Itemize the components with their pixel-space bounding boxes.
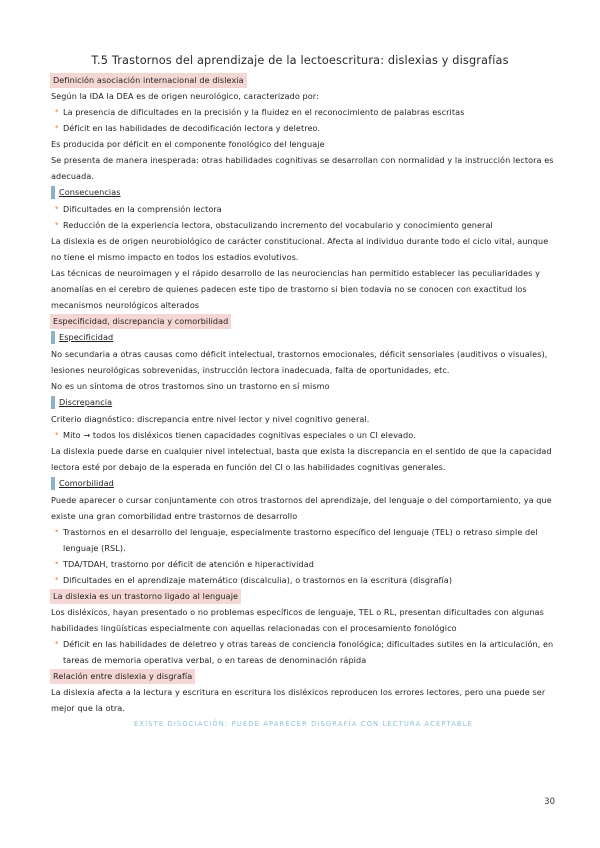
subheading-comorbilidad: Comorbilidad <box>51 477 114 490</box>
subheading-discrepancia: Discrepancia <box>51 396 112 409</box>
page-number: 30 <box>544 797 555 807</box>
bullet-item: • Mito → todos los disléxicos tienen capacidades cognitivas especiales o un CI elevado. <box>51 427 556 443</box>
section-heading-definicion: Definición asociación internacional de dislexia <box>50 73 247 88</box>
bullet-item: • Déficit en las habilidades de decodificación lectora y deletreo. <box>51 120 556 136</box>
paragraph: La dislexia es de origen neurobiológico de carácter constitucional. Afecta al individuo durante todo el ciclo vital, aunque no tiene el mismo impacto en todos los estadios evolutivos. <box>51 236 549 262</box>
page-content <box>51 72 556 732</box>
paragraph: La dislexia afecta a la lectura y escritura en escritura los disléxicos reproducen los errores lectores, pero una puede ser mejor que la otra. <box>51 687 546 713</box>
paragraph: Se presenta de manera inesperada: otras habilidades cognitivas se desarrollan con normalidad y la instrucción lectora es adecuada. <box>51 155 554 181</box>
paragraph: No es un síntoma de otros trastornos sino un trastorno en sí mismo <box>51 381 330 391</box>
paragraph: La dislexia puede darse en cualquier nivel intelectual, basta que exista la discrepancia en el sentido de que la capacidad lectora esté por debajo de la esperada en función del CI o las habilidades cognitivas generales. <box>51 446 552 472</box>
paragraph: Criterio diagnóstico: discrepancia entre nivel lector y nivel cognitivo general. <box>51 414 370 424</box>
paragraph: Es producida por déficit en el componente fonológico del lenguaje <box>51 139 325 149</box>
callout-note: EXISTE DISOCIACIÓN: PUEDE APARECER DISGRAFÍA CON LECTURA ACEPTABLE <box>133 720 474 728</box>
bullet-item: • Trastornos en el desarrollo del lenguaje, especialmente trastorno específico del lenguaje (TEL) o retraso simple del lenguaje (RSL). <box>51 524 556 556</box>
bullet-item: • Déficit en las habilidades de deletreo y otras tareas de conciencia fonológica; dificultades sutiles en la articulación, en tareas de memoria operativa verbal, o en tareas de denominación rápida <box>51 636 556 668</box>
paragraph: Según la IDA la DEA es de origen neurológico, caracterizado por: <box>51 91 319 101</box>
paragraph: No secundaria a otras causas como déficit intelectual, trastornos emocionales, déficit sensoriales (auditivos o visuales), lesiones neurológicas sobrevenidas, instrucción lectora inadecuada, falta de oportunidades, etc. <box>51 349 548 375</box>
bullet-item: • Reducción de la experiencia lectora, obstaculizando incremento del vocabulario y conocimiento general <box>51 217 556 233</box>
bullet-item: • Dificultades en la comprensión lectora <box>51 201 556 217</box>
subheading-especificidad: Especificidad <box>51 331 113 344</box>
section-heading-relacion: Relación entre dislexia y disgrafía <box>50 669 195 684</box>
paragraph: Puede aparecer o cursar conjuntamente con otros trastornos del aprendizaje, del lenguaje o del comportamiento, ya que existe una gran comorbilidad entre trastornos de desarrollo <box>51 495 552 521</box>
bullet-item: • Dificultades en el aprendizaje matemático (discalculia), o trastornos en la escritura (disgrafía) <box>51 572 556 588</box>
paragraph: Los disléxicos, hayan presentado o no problemas específicos de lenguaje, TEL o RL, presentan dificultades con algunas habilidades lingüísticas especialmente con aquellas relacionadas con el procesamiento fonológico <box>51 607 544 633</box>
subheading-consecuencias: Consecuencias <box>51 186 121 199</box>
paragraph: Las técnicas de neuroimagen y el rápido desarrollo de las neurociencias han permitido establecer las peculiaridades y anomalías en el cerebro de quienes padecen este tipo de trastorno si bien todavía no se conocen con exactitud los mecanismos neurológicos alterados <box>51 268 540 310</box>
bullet-item: • La presencia de dificultades en la precisión y la fluidez en el reconocimiento de palabras escritas <box>51 104 556 120</box>
section-heading-lenguaje: La dislexia es un trastorno ligado al lenguaje <box>50 589 241 604</box>
bullet-item: • TDA/TDAH, trastorno por déficit de atención e hiperactividad <box>51 556 556 572</box>
page-title: T.5 Trastornos del aprendizaje de la lectoescritura: dislexias y disgrafías <box>91 54 509 67</box>
section-heading-especificidad: Especificidad, discrepancia y comorbilidad <box>50 314 231 329</box>
